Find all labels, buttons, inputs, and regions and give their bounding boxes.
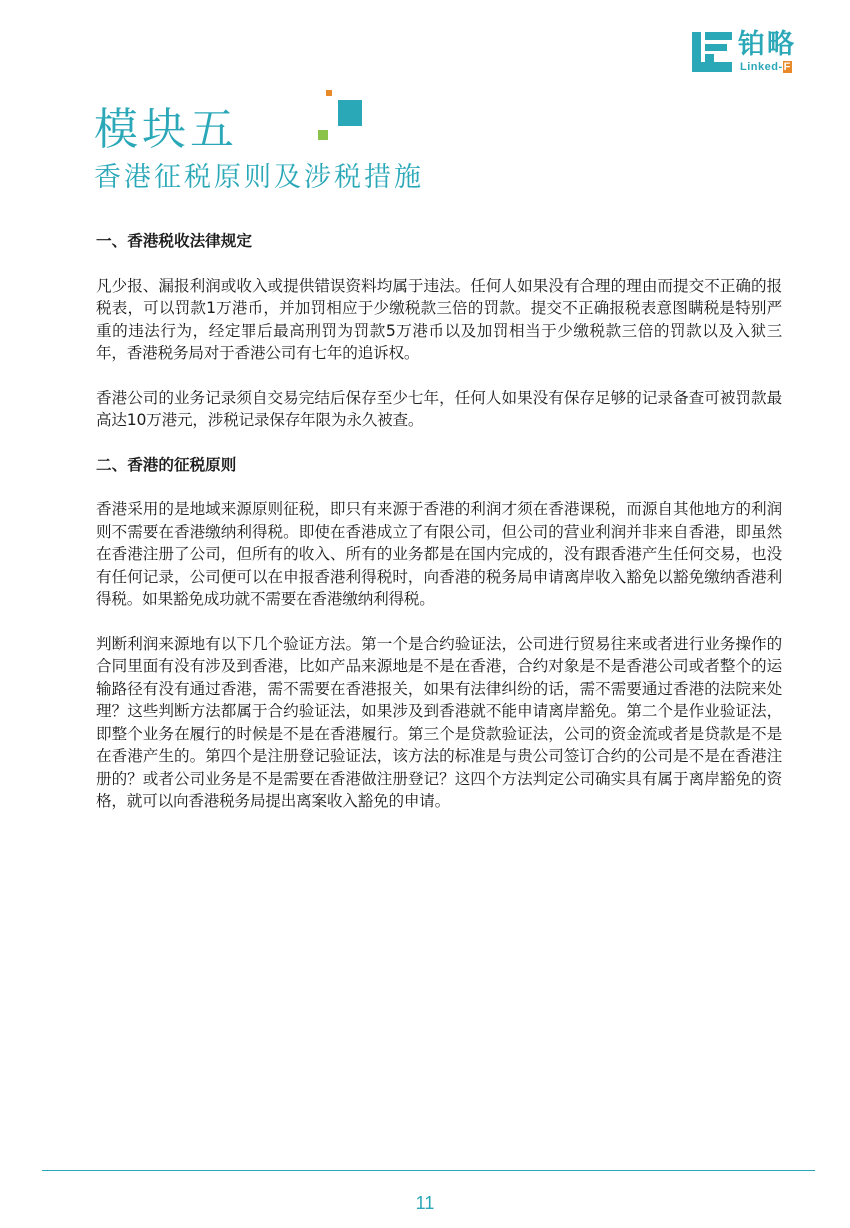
section-hk-tax-law [96,230,782,432]
paragraph: 判断利润来源地有以下几个验证方法。第一个是合约验证法，公司进行贸易往来或者进行业务操作的合同里面有没有涉及到香港，比如产品来源地是不是在香港，合约对象是不是香港公司或者整个的运输路径有没有通过香港，需不需要在香港报关，如果有法律纠纷的话，需不需要通过香港的法院来处理？这些判断方法都属于合约验证法，如果涉及到香港就不能申请离岸豁免。第二个是作业验证法，即整个业务在履行的时候是不是在香港履行。第三个是贷款验证法，公司的资金流或者是贷款是不是在香港产生的。第四个是注册登记验证法，该方法的标准是与贵公司签订合约的公司是不是在香港注册的？或者公司业务是不是需要在香港做注册登记？这四个方法判定公司确实具有属于离岸豁免的资格，就可以向香港税务局提出离案收入豁免的申请。 [96,634,782,810]
footer-divider [42,1170,815,1171]
decorative-squares-icon [316,90,366,146]
paragraph: 香港采用的是地域来源原则征税，即只有来源于香港的利润才须在香港课税，而源自其他地方的利润则不需要在香港缴纳利得税。即使在香港成立了有限公司，但公司的营业利润并非来自香港，即虽然在香港注册了公司，但所有的收入、所有的业务都是在国内完成的，没有跟香港产生任何交易，也没有任何记录，公司便可以在申报香港利得税时，向香港的税务局申请离岸收入豁免以豁免缴纳香港利得税。如果豁免成功就不需要在香港缴纳利得税。 [96,500,782,608]
page-number: 11 [415,1193,435,1213]
section-hk-tax-principle [96,454,782,813]
linked-f-logo-icon [692,32,732,72]
brand-name-en [740,61,792,73]
paragraph: 凡少报、漏报利润或收入或提供错误资料均属于违法。任何人如果没有合理的理由而提交不正确的报税表，可以罚款1万港币，并加罚相应于少缴税款三倍的罚款。提交不正确报税表意图瞒税是特别严重的违法行为，经定罪后最高刑罚为罚款5万港币以及加罚相当于少缴税款三倍的罚款以及入狱三年，香港税务局对于香港公司有七年的追诉权。 [96,276,782,362]
section-heading: 二、香港的征税原则 [96,455,237,474]
section-heading: 一、香港税收法律规定 [96,232,252,250]
brand-name-en-text: Linked- [740,61,783,73]
document-body [96,222,782,835]
brand-logo [692,30,812,76]
module-subtitle: 香港征税原则及涉税措施 [94,162,424,193]
module-title: 模块五 [94,104,238,155]
brand-name-cn: 铂略 [738,29,796,60]
brand-name-en-suffix: F [783,61,791,73]
paragraph: 香港公司的业务记录须自交易完结后保存至少七年，任何人如果没有保存足够的记录备查可被罚款最高达10万港元，涉税记录保存年限为永久被查。 [96,388,782,429]
